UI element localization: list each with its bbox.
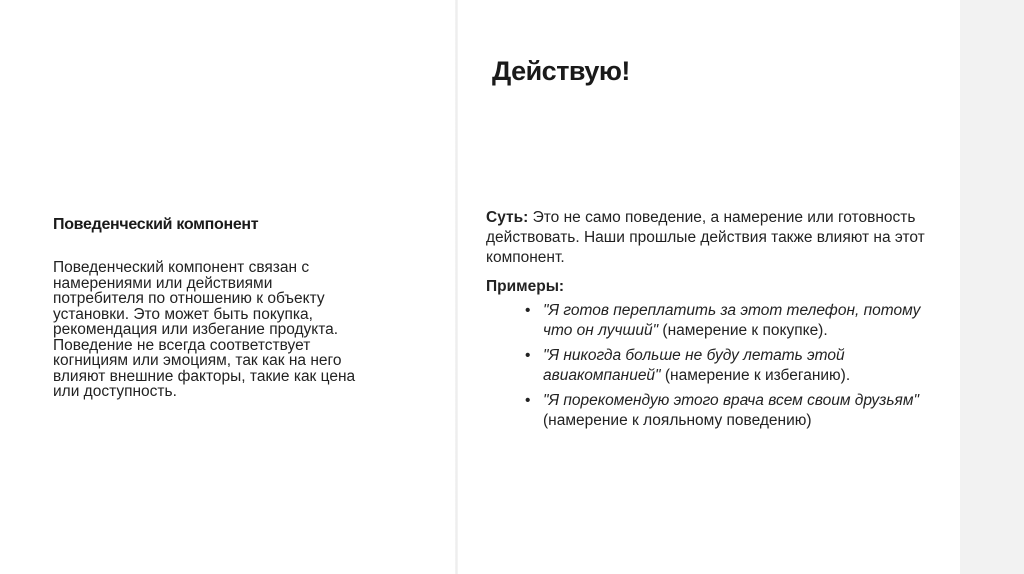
essence-paragraph <box>486 208 926 268</box>
slide-title: Действую! <box>492 56 630 86</box>
essence-label: Суть: <box>486 209 529 226</box>
list-item <box>525 346 925 386</box>
example-quote: "Я никогда больше не буду летать этой авиакомпанией" <box>543 347 845 384</box>
left-body-line: Поведение не всегда соответствует <box>53 336 311 354</box>
column-divider <box>455 0 458 574</box>
left-body-line: установки. Это может быть покупка, <box>53 305 313 323</box>
examples-list <box>525 301 925 436</box>
examples-label: Примеры: <box>486 278 565 295</box>
example-note: (намерение к лояльному поведению) <box>543 412 812 429</box>
bullet-icon: • <box>525 302 531 319</box>
essence-text: Это не само поведение, а намерение или готовность действовать. Наши прошлые действия также влияют на этот компонент. <box>486 209 925 266</box>
list-item <box>525 391 925 431</box>
example-quote: "Я порекомендую этого врача всем своим друзьям" <box>543 392 919 409</box>
left-body-line: или доступность. <box>53 383 177 400</box>
left-body <box>53 260 443 400</box>
left-heading: Поведенческий компонент <box>53 216 259 233</box>
left-body-line: Поведенческий компонент связан с <box>53 259 310 276</box>
example-quote: "Я готов переплатить за этот телефон, потому что он лучший" <box>543 302 921 339</box>
left-body-line: влияют внешние факторы, такие как цена <box>53 367 356 385</box>
example-note: (намерение к покупке). <box>662 322 828 339</box>
left-body-line: потребителя по отношению к объекту <box>53 290 325 307</box>
list-item <box>525 301 925 341</box>
right-side-panel <box>960 0 1024 574</box>
left-body-line: когнициям или эмоциям, так как на него <box>53 352 342 369</box>
left-body-line: рекомендация или избегание продукта. <box>53 321 339 338</box>
bullet-icon: • <box>525 392 531 409</box>
left-body-line: намерениями или действиями <box>53 274 273 292</box>
bullet-icon: • <box>525 347 531 364</box>
example-note: (намерение к избеганию). <box>664 367 851 384</box>
